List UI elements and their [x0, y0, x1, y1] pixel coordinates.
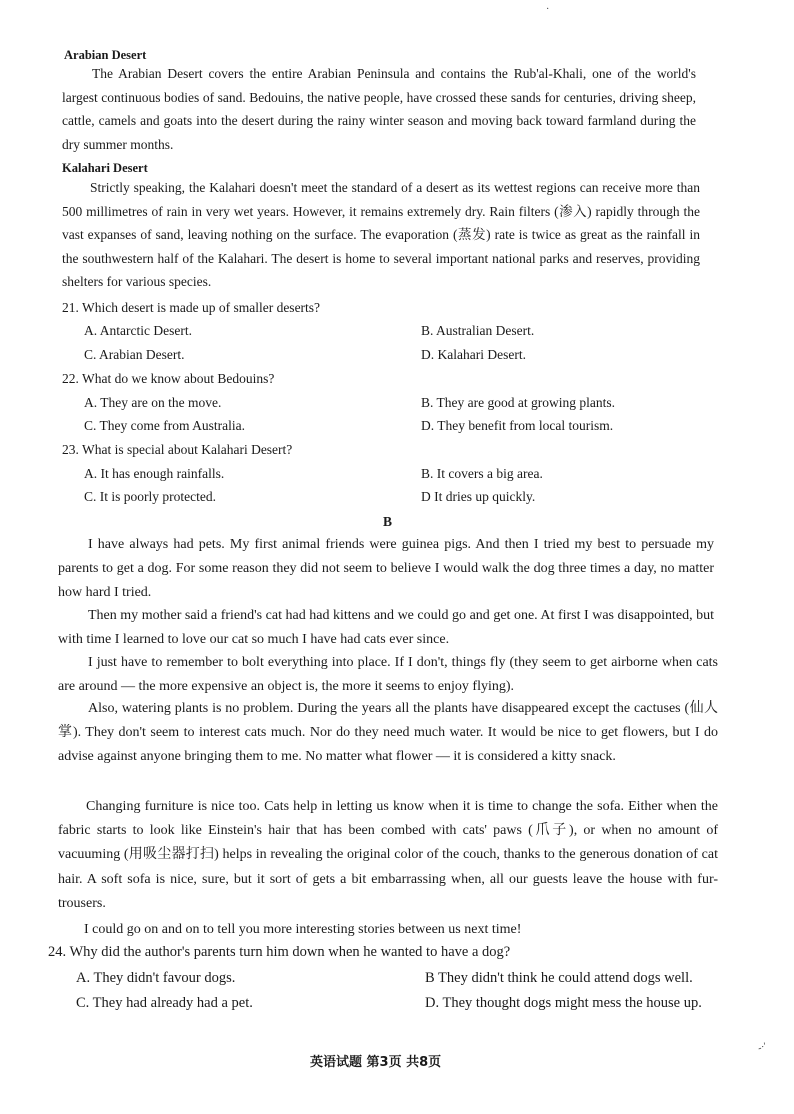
- question-24-option-c: C. They had already had a pet.: [76, 995, 253, 1011]
- question-21-option-c: C. Arabian Desert.: [84, 347, 185, 362]
- question-22-option-d: D. They benefit from local tourism.: [421, 418, 614, 433]
- question-22-option-b: B. They are good at growing plants.: [421, 395, 615, 410]
- kalahari-desert-paragraph: Strictly speaking, the Kalahari doesn't meet the standard of a desert as its wettest regions can receive more than 500 millimetres of rain in very wet years. However, it remains extremely dry. Rain filters (渗入) rapidly through the vast expanses of sand, leaving nothing on the surface. The evaporation (蒸发) rate is twice as great as the rainfall in the southwestern half of the Kalahari. The desert is home to several important national parks and reserves, providing shelters for various species.: [62, 180, 700, 289]
- passage-b-paragraph-2: Then my mother said a friend's cat had had kittens and we could go and get one. At first I was disappointed, but with time I learned to love our cat so much I have had cats ever since.: [58, 608, 714, 648]
- arabian-desert-title: Arabian Desert: [64, 48, 147, 62]
- passage-b-paragraph-3: I just have to remember to bolt everything into place. If I don't, things fly (they seem to get airborne when cats are around — the more expensive an object is, the more it seems to enjoy flying).: [58, 655, 718, 695]
- question-24-option-d: D. They thought dogs might mess the house up.: [425, 995, 702, 1011]
- passage-b-paragraph-5: Changing furniture is nice too. Cats help in letting us know when it is time to change the sofa. Either when the fabric starts to look like Einstein's hair that has been combed with cats' paws (爪子), or when no amount of vacuuming (用吸尘器打扫) helps in revealing the original color of the couch, thanks to the generous donation of cat hair. A soft sofa is nice, sure, but it sort of gets a bit embarrassing when, all our guests leave the house with fur-trousers.: [58, 799, 718, 911]
- page-footer: 英语试题 第3页 共8页: [310, 1055, 442, 1070]
- question-23-option-b: B. It covers a big area.: [421, 466, 543, 481]
- kalahari-desert-title: Kalahari Desert: [62, 161, 148, 175]
- question-22-option-a: A. They are on the move.: [84, 395, 222, 410]
- question-24-stem: 24. Why did the author's parents turn him down when he wanted to have a dog?: [48, 944, 511, 960]
- question-21-stem: 21. Which desert is made up of smaller deserts?: [62, 300, 321, 315]
- scan-mark-bottom: -·′: [756, 1040, 769, 1055]
- question-22-option-c: C. They come from Australia.: [84, 418, 245, 433]
- passage-b-paragraph-6: I could go on and on to tell you more interesting stories between us next time!: [84, 922, 522, 937]
- passage-b-paragraph-4: Also, watering plants is no problem. During the years all the plants have disappeared except the cactuses (仙人掌). They don't seem to interest cats much. Nor do they need much water. It would be nice to get flowers, but I do advise against anyone bringing them to me. No matter what flower — it is considered a kitty snack.: [58, 701, 718, 765]
- question-23-option-c: C. It is poorly protected.: [84, 489, 216, 504]
- question-22-stem: 22. What do we know about Bedouins?: [62, 371, 275, 386]
- arabian-desert-paragraph: The Arabian Desert covers the entire Arabian Peninsula and contains the Rub'al-Khali, one of the world's largest continuous bodies of sand. Bedouins, the native people, have crossed these sands for centuries, driving sheep, cattle, camels and goats into the desert during the rainy winter season and moving back toward farmland during the dry summer months.: [62, 66, 696, 152]
- question-24-option-a: A. They didn't favour dogs.: [76, 970, 236, 986]
- section-b-label: B: [383, 514, 393, 529]
- question-23-stem: 23. What is special about Kalahari Desert?: [62, 442, 293, 457]
- question-21-option-b: B. Australian Desert.: [421, 323, 535, 338]
- passage-b-paragraph-1: I have always had pets. My first animal friends were guinea pigs. And then I tried my best to persuade my parents to get a dog. For some reason they did not seem to believe I would walk the dog three times a day, no matter how hard I tried.: [58, 537, 714, 601]
- question-23-option-a: A. It has enough rainfalls.: [84, 466, 225, 481]
- question-21-option-a: A. Antarctic Desert.: [84, 323, 192, 338]
- question-23-option-d: D It dries up quickly.: [421, 489, 536, 504]
- question-24-option-b: B They didn't think he could attend dogs well.: [425, 970, 693, 986]
- question-21-option-d: D. Kalahari Desert.: [421, 347, 526, 362]
- scan-mark-top: ·: [546, 4, 550, 15]
